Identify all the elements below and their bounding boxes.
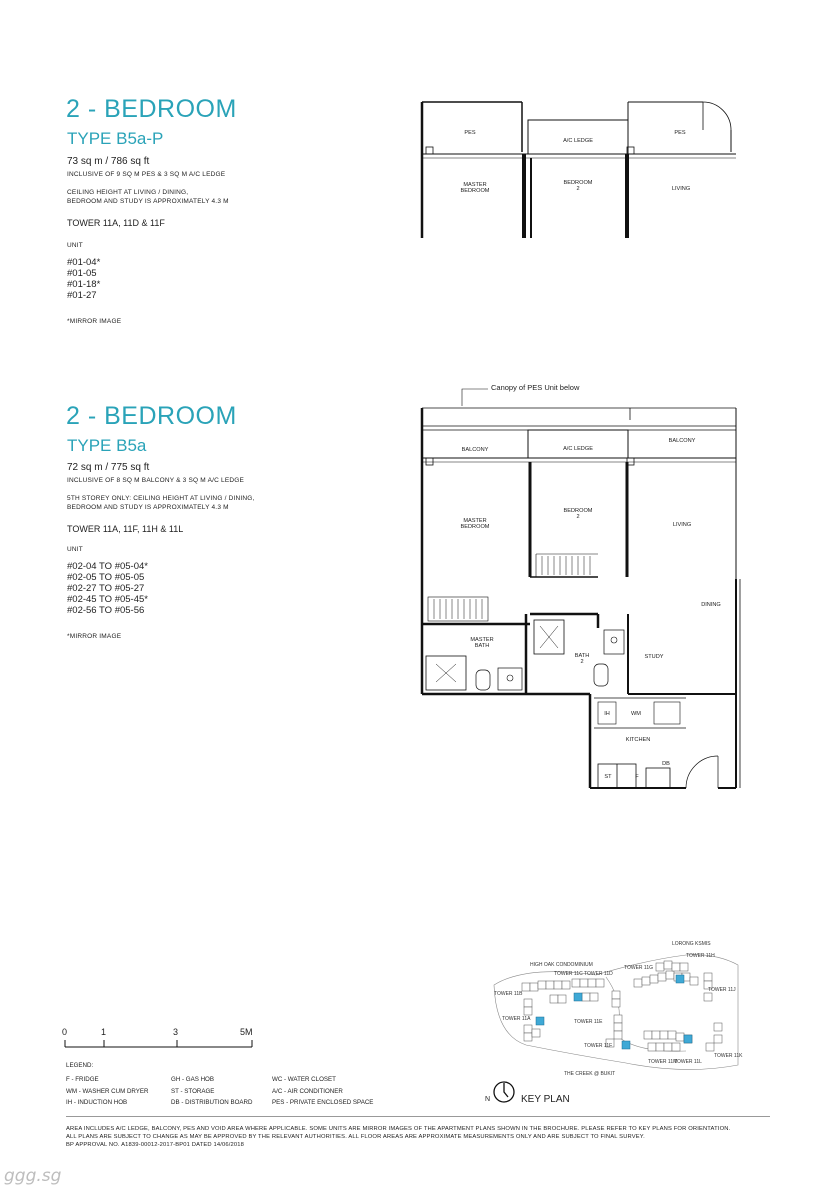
label-bath2-1: BATH bbox=[574, 653, 590, 659]
label-bedroom2-1: BEDROOM bbox=[563, 180, 593, 186]
section1-title: 2 - BEDROOM bbox=[66, 95, 237, 123]
section2-towers: TOWER 11A, 11F, 11H & 11L bbox=[67, 524, 184, 534]
legend-heading: LEGEND: bbox=[66, 1062, 94, 1069]
unit-item: #02-56 TO #05-56 bbox=[67, 605, 145, 616]
label-living-b: LIVING bbox=[672, 522, 692, 528]
scale-bar bbox=[64, 1038, 254, 1050]
legend-item: F - FRIDGE bbox=[66, 1076, 99, 1083]
key-lorong: LORONG KSMIS bbox=[672, 941, 711, 947]
unit-item: #01-27 bbox=[67, 290, 97, 301]
label-pes-right: PES bbox=[674, 130, 686, 136]
north-arrow-icon bbox=[492, 1080, 516, 1104]
floor-plan-b5a-p bbox=[418, 96, 740, 238]
divider bbox=[66, 1116, 770, 1117]
key-tower-11k: TOWER 11K bbox=[714, 1053, 743, 1059]
section1-unit-label: UNIT bbox=[67, 242, 83, 249]
label-master-2: BEDROOM bbox=[460, 188, 490, 194]
unit-item: #01-04* bbox=[67, 257, 101, 268]
section1-ceiling-line1: CEILING HEIGHT AT LIVING / DINING, bbox=[67, 189, 189, 196]
label-st: ST bbox=[604, 774, 612, 780]
label-master-bath-1: MASTER bbox=[470, 637, 494, 643]
scale-tick-1: 1 bbox=[101, 1027, 107, 1037]
legend-item: WC - WATER CLOSET bbox=[272, 1076, 336, 1083]
section1-type: TYPE B5a-P bbox=[67, 129, 164, 148]
key-tower-11g: TOWER 11G bbox=[624, 965, 653, 971]
key-tower-11j: TOWER 11J bbox=[708, 987, 736, 993]
section1-unit-list bbox=[67, 257, 100, 301]
legend-item: WM - WASHER CUM DRYER bbox=[66, 1087, 149, 1095]
section1-mirror-note: *MIRROR IMAGE bbox=[67, 318, 122, 325]
unit-item: #02-45 TO #05-45* bbox=[67, 594, 148, 605]
label-balcony-left: BALCONY bbox=[461, 447, 489, 453]
key-creek: THE CREEK @ BUKIT bbox=[564, 1071, 616, 1077]
unit-item: #01-18* bbox=[67, 279, 101, 290]
label-bedroom2-1b: BEDROOM bbox=[563, 508, 593, 514]
section2-type: TYPE B5a bbox=[67, 436, 147, 455]
legend-item: A/C - AIR CONDITIONER bbox=[272, 1087, 343, 1095]
key-tower-11a: TOWER 11A bbox=[502, 1016, 531, 1022]
legend-col1 bbox=[66, 1074, 149, 1109]
label-master-1: MASTER bbox=[463, 182, 487, 188]
label-living: LIVING bbox=[671, 186, 691, 192]
disclaimer-line: ALL PLANS ARE SUBJECT TO CHANGE AS MAY BE APPROVED BY THE RELEVANT AUTHORITIES. ALL FLOOR AREAS ARE APPROXIMATE MEASUREMENTS ONLY AND ARE SUBJECT TO FINAL SURVEY. bbox=[66, 1134, 645, 1140]
canopy-note: Canopy of PES Unit below bbox=[491, 383, 580, 392]
legend-item: ST - STORAGE bbox=[171, 1087, 215, 1095]
legend-item: DB - DISTRIBUTION BOARD bbox=[171, 1099, 253, 1106]
section2-unit-list bbox=[67, 561, 148, 616]
unit-item: #02-05 TO #05-05 bbox=[67, 572, 145, 583]
key-plan-title: KEY PLAN bbox=[521, 1094, 570, 1105]
label-bedroom2-2b: 2 bbox=[576, 514, 580, 520]
disclaimer-line: AREA INCLUDES A/C LEDGE, BALCONY, PES AND VOID AREA WHERE APPLICABLE. SOME UNITS ARE MIRROR IMAGES OF THE APARTMENT PLANS SHOWN IN THE BROCHURE. PLEASE REFER TO KEY PLANS FOR ORIENTATION. bbox=[66, 1126, 731, 1132]
section1-ceiling-line2: BEDROOM AND STUDY IS APPROXIMATELY 4.3 M bbox=[67, 198, 229, 205]
key-plan-map bbox=[486, 935, 744, 1085]
label-balcony-right: BALCONY bbox=[668, 438, 696, 444]
label-pes-left: PES bbox=[464, 130, 476, 136]
north-label: N bbox=[485, 1096, 491, 1103]
label-bath2-2: 2 bbox=[580, 659, 584, 665]
unit-item: #02-04 TO #05-04* bbox=[67, 561, 148, 572]
section2-ceiling-line1: 5TH STOREY ONLY: CEILING HEIGHT AT LIVING / DINING, bbox=[67, 495, 255, 502]
disclaimer-line: BP APPROVAL NO. A1839-00012-2017-BP01 DATED 14/06/2018 bbox=[66, 1142, 245, 1148]
key-tower-11h: TOWER 11H bbox=[686, 953, 715, 959]
label-f: F bbox=[635, 774, 639, 780]
label-master-1b: MASTER bbox=[463, 518, 487, 524]
unit-item: #01-05 bbox=[67, 268, 97, 279]
section2-title: 2 - BEDROOM bbox=[66, 402, 237, 430]
key-tower-11e: TOWER 11E bbox=[574, 1019, 603, 1025]
key-tower-11l: TOWER 11L bbox=[674, 1059, 702, 1065]
label-bedroom2-2: 2 bbox=[576, 186, 580, 192]
section1-towers: TOWER 11A, 11D & 11F bbox=[67, 218, 165, 228]
disclaimer bbox=[66, 1125, 730, 1149]
legend-item: PES - PRIVATE ENCLOSED SPACE bbox=[272, 1099, 374, 1106]
legend-col3 bbox=[272, 1074, 373, 1109]
section2-inclusive: INCLUSIVE OF 8 SQ M BALCONY & 3 SQ M A/C LEDGE bbox=[67, 477, 245, 484]
label-kitchen: KITCHEN bbox=[625, 737, 651, 743]
watermark: ggg.sg bbox=[4, 1166, 62, 1186]
unit-item: #02-27 TO #05-27 bbox=[67, 583, 145, 594]
key-high-oak: HIGH OAK CONDOMINIUM bbox=[530, 962, 593, 968]
scale-tick-5m: 5M bbox=[240, 1027, 253, 1037]
label-master-bath-2: BATH bbox=[474, 643, 490, 649]
label-dining: DINING bbox=[701, 602, 721, 608]
label-ac-ledge-2: A/C LEDGE bbox=[563, 446, 593, 452]
section2-mirror-note: *MIRROR IMAGE bbox=[67, 633, 122, 640]
scale-tick-0: 0 bbox=[62, 1027, 68, 1037]
section2-area: 72 sq m / 775 sq ft bbox=[67, 462, 150, 473]
label-master-2b: BEDROOM bbox=[460, 524, 490, 530]
section1-inclusive: INCLUSIVE OF 9 SQ M PES & 3 SQ M A/C LEDGE bbox=[67, 171, 226, 178]
key-tower-11f: TOWER 11F bbox=[584, 1043, 613, 1049]
section2-ceiling-line2: BEDROOM AND STUDY IS APPROXIMATELY 4.3 M bbox=[67, 504, 229, 511]
key-tower-11c: TOWER 11C bbox=[554, 971, 583, 977]
label-ac-ledge: A/C LEDGE bbox=[563, 138, 593, 144]
section1-area: 73 sq m / 786 sq ft bbox=[67, 156, 150, 167]
section2-unit-label: UNIT bbox=[67, 546, 83, 553]
label-ih: IH bbox=[604, 711, 610, 717]
label-study: STUDY bbox=[644, 654, 664, 660]
key-tower-11b: TOWER 11B bbox=[494, 991, 523, 997]
floor-plan-b5a bbox=[418, 384, 744, 792]
legend-item: GH - GAS HOB bbox=[171, 1076, 214, 1083]
legend-item: IH - INDUCTION HOB bbox=[66, 1099, 128, 1106]
key-tower-11d: TOWER 11D bbox=[584, 971, 613, 977]
scale-tick-3: 3 bbox=[173, 1027, 179, 1037]
legend-col2 bbox=[171, 1074, 252, 1109]
label-db: DB bbox=[662, 761, 670, 767]
label-wm: WM bbox=[631, 711, 641, 717]
key-tower-11m: TOWER 11M bbox=[648, 1059, 678, 1065]
